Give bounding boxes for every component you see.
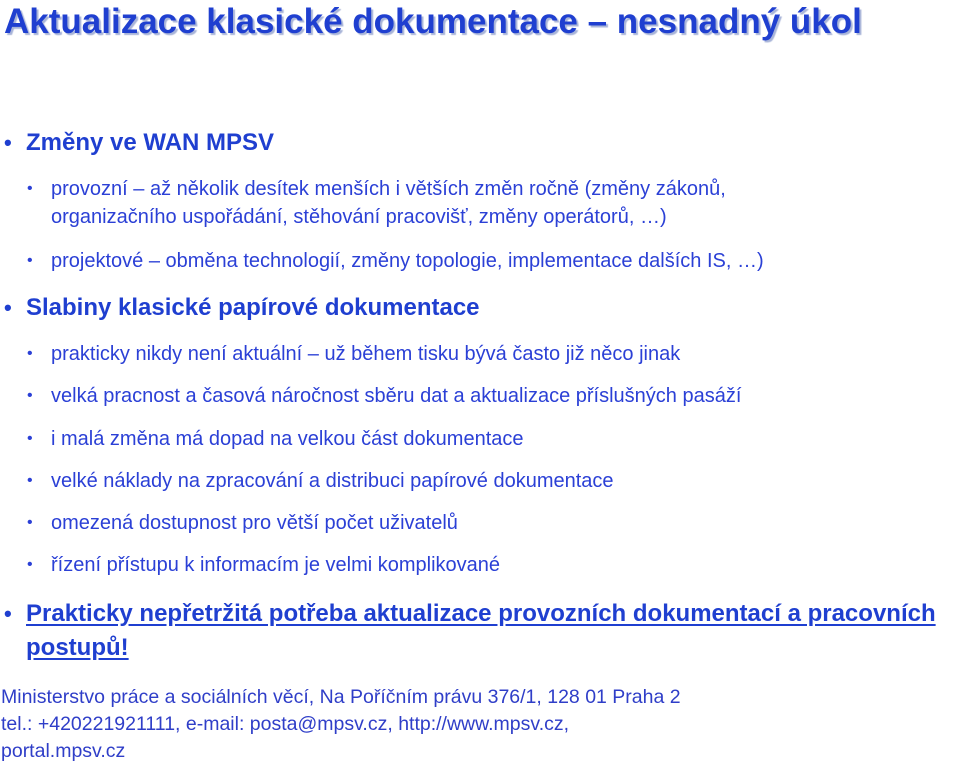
section-heading-text: Slabiny klasické papírové dokumentace [26, 294, 480, 321]
section-heading-weaknesses [4, 291, 480, 325]
bullet-icon: • [27, 472, 33, 489]
footer-address: Ministerstvo práce a sociálních věcí, Na Poříčním právu 376/1, 128 01 Praha 2 [1, 686, 681, 708]
bullet-icon: • [27, 345, 33, 362]
list-item [27, 467, 614, 495]
bullet-icon: • [27, 252, 33, 269]
list-item-text: velké náklady na zpracování a distribuci papírové dokumentace [51, 470, 614, 492]
list-item [27, 382, 742, 410]
list-item [27, 551, 501, 579]
bullet-icon: • [4, 601, 12, 626]
section-heading-text: Prakticky nepřetržitá potřeba aktualizace provozních dokumentací a pracovních postupů! [26, 600, 936, 661]
list-item [27, 247, 764, 275]
footer-contact [1, 684, 681, 765]
list-item-text: i malá změna má dopad na velkou část dokumentace [51, 428, 524, 450]
bullet-icon: • [27, 556, 33, 573]
slide-title: Aktualizace klasické dokumentace – nesnadný úkol [4, 2, 862, 41]
bullet-icon: • [4, 295, 12, 320]
list-item-text: omezená dostupnost pro větší počet uživatelů [51, 512, 458, 534]
bullet-icon: • [4, 130, 12, 155]
list-item-text: řízení přístupu k informacím je velmi komplikované [51, 554, 501, 576]
list-item [27, 175, 831, 231]
list-item-text: provozní – až několik desítek menších i větších změn ročně (změny zákonů, organizačního uspořádání, stěhování pracovišť, změny operátorů, …) [51, 178, 726, 228]
list-item [27, 425, 524, 453]
list-item [27, 509, 458, 537]
section-heading-wan-changes [4, 126, 275, 160]
bullet-icon: • [27, 514, 33, 531]
section-heading-conclusion [4, 597, 951, 665]
footer-portal: portal.mpsv.cz [1, 740, 126, 762]
footer-phone-email: tel.: +420221921111, e-mail: posta@mpsv.cz, http://www.mpsv.cz, [1, 713, 570, 735]
list-item-text: prakticky nikdy není aktuální – už během tisku bývá často již něco jinak [51, 343, 681, 365]
list-item [27, 340, 681, 368]
bullet-icon: • [27, 387, 33, 404]
bullet-icon: • [27, 180, 33, 197]
section-heading-text: Změny ve WAN MPSV [26, 129, 275, 156]
list-item-text: velká pracnost a časová náročnost sběru dat a aktualizace příslušných pasáží [51, 385, 742, 407]
list-item-text: projektové – obměna technologií, změny topologie, implementace dalších IS, …) [51, 250, 764, 272]
bullet-icon: • [27, 430, 33, 447]
